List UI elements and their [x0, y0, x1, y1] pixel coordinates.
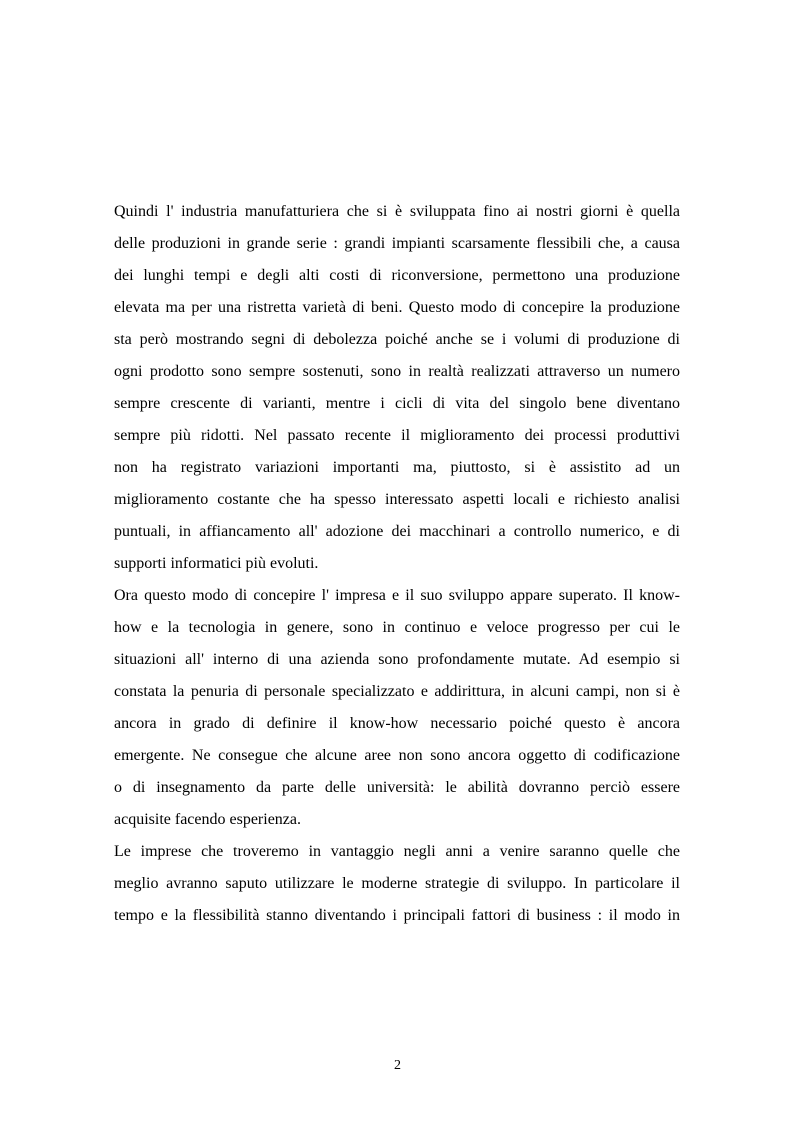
text-line: elevata ma per una ristretta varietà di beni. Questo modo di concepire la produzione	[114, 299, 680, 316]
text-line: supporti informatici più evoluti.	[114, 555, 319, 572]
text-line: ancora in grado di definire il know-how necessario poiché questo è ancora	[114, 715, 680, 732]
text-line: how e la tecnologia in genere, sono in continuo e veloce progresso per cui le	[114, 619, 680, 636]
text-line: constata la penuria di personale specializzato e addirittura, in alcuni campi, non si è	[114, 683, 680, 700]
text-line: o di insegnamento da parte delle università: le abilità dovranno perciò essere	[114, 779, 680, 796]
text-line: Ora questo modo di concepire l' impresa e il suo sviluppo appare superato. Il know-	[114, 587, 680, 604]
page-number: 2	[394, 1058, 401, 1073]
body-text	[114, 196, 680, 932]
text-line: tempo e la flessibilità stanno diventando i principali fattori di business : il modo in	[114, 907, 680, 924]
text-line: miglioramento costante che ha spesso interessato aspetti locali e richiesto analisi	[114, 491, 680, 508]
text-line: sempre crescente di varianti, mentre i cicli di vita del singolo bene diventano	[114, 395, 680, 412]
text-line: non ha registrato variazioni importanti ma, piuttosto, si è assistito ad un	[114, 459, 680, 476]
text-line: situazioni all' interno di una azienda sono profondamente mutate. Ad esempio si	[114, 651, 680, 668]
text-line: Quindi l' industria manufatturiera che si è sviluppata fino ai nostri giorni è quella	[114, 203, 680, 220]
paragraph	[114, 196, 680, 580]
text-line: sempre più ridotti. Nel passato recente il miglioramento dei processi produttivi	[114, 427, 680, 444]
text-line: ogni prodotto sono sempre sostenuti, sono in realtà realizzati attraverso un numero	[114, 363, 680, 380]
text-line: delle produzioni in grande serie : grandi impianti scarsamente flessibili che, a causa	[114, 235, 680, 252]
text-line: emergente. Ne consegue che alcune aree non sono ancora oggetto di codificazione	[114, 747, 680, 764]
text-line: sta però mostrando segni di debolezza poiché anche se i volumi di produzione di	[114, 331, 680, 348]
text-line: acquisite facendo esperienza.	[114, 811, 302, 828]
text-line: meglio avranno saputo utilizzare le moderne strategie di sviluppo. In particolare il	[114, 875, 680, 892]
text-line: Le imprese che troveremo in vantaggio negli anni a venire saranno quelle che	[114, 843, 680, 860]
paragraph	[114, 580, 680, 836]
text-line: puntuali, in affiancamento all' adozione dei macchinari a controllo numerico, e di	[114, 523, 680, 540]
text-line: dei lunghi tempi e degli alti costi di riconversione, permettono una produzione	[114, 267, 680, 284]
paragraph	[114, 836, 680, 932]
